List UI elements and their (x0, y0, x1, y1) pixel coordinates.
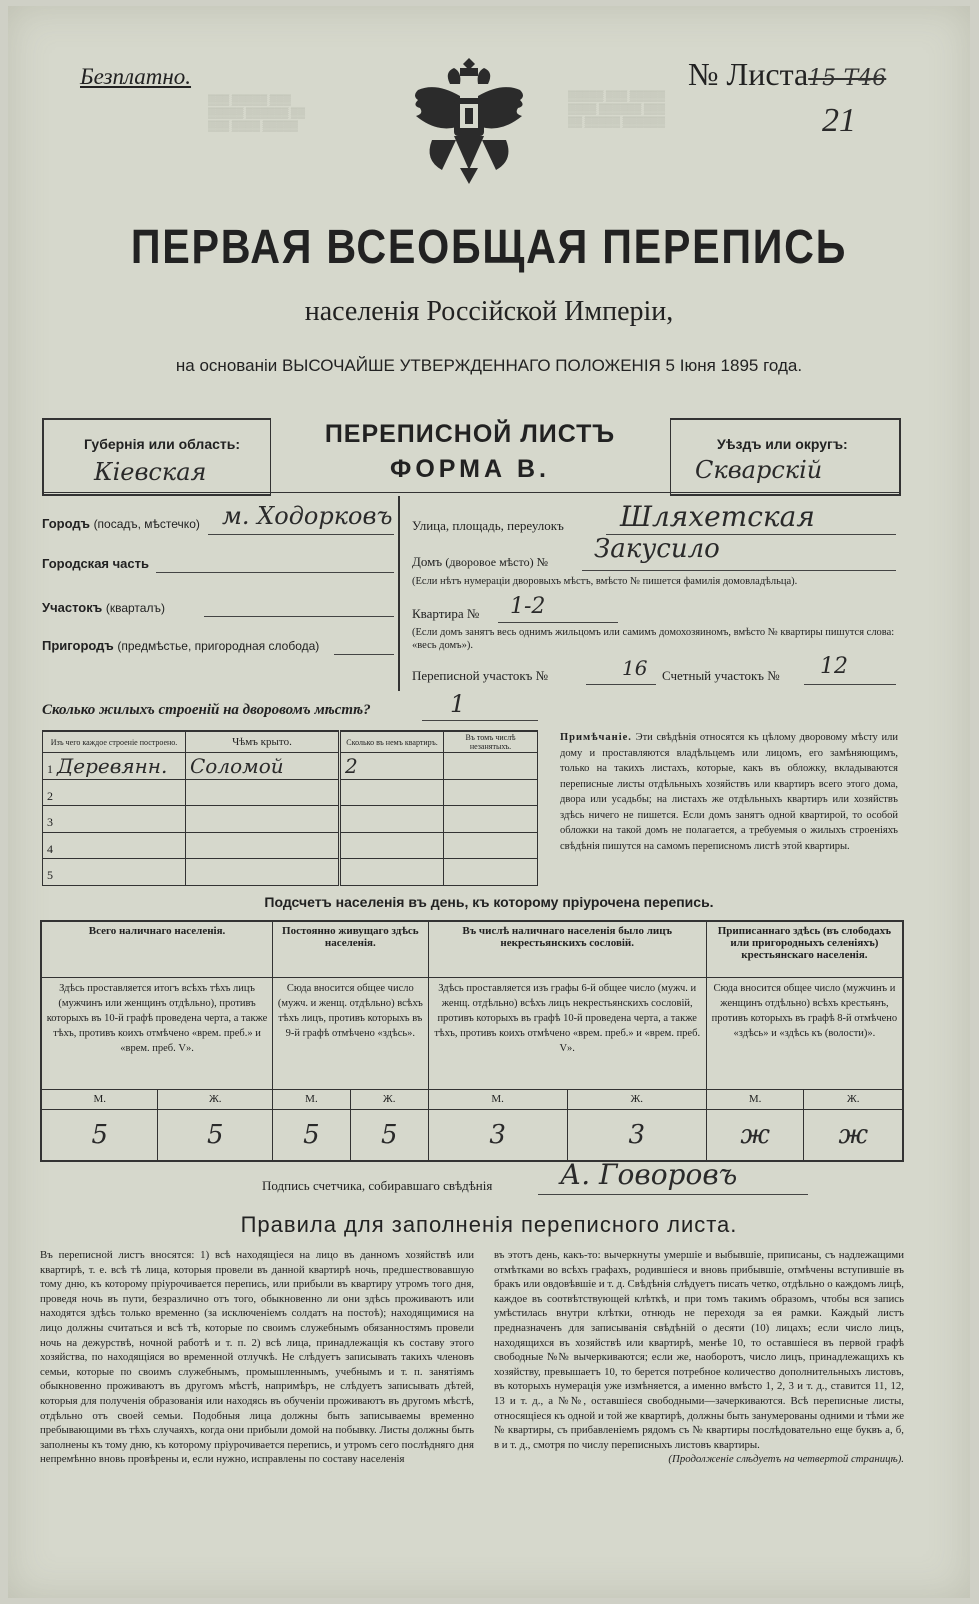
gubernia-label: Губернія или область: (84, 436, 241, 452)
city-label: Городъ (42, 516, 90, 531)
building-roof-cell (186, 859, 340, 886)
bleed-through-text: ▒▒▒▒▒ ▒▒▒ ▒▒▒▒▒ ▒▒▒▒ ▒▒▒▒▒▒ ▒▒▒ ▒▒ ▒▒▒▒▒ ▒▒▒▒▒▒ (568, 91, 666, 128)
building-row-number: 1 (47, 762, 53, 777)
sheet-number (688, 56, 886, 93)
col-roof-header: Чѣмъ крыто. (186, 731, 340, 753)
signature-label: Подпись счетчика, собиравшаго свѣдѣнія (262, 1178, 493, 1193)
note-text: Эти свѣдѣнія относятся къ цѣлому дворовому мѣсту или дому и проставляются владѣльцемъ или лицомъ, его замѣняющимъ, только на такихъ листахъ, которые, какъ въ обложку, вкладываются переписные листы отдѣльныхъ хозяйствъ или квартиръ всего этого дома, двора или усадьбы; на листахъ же отдѣльныхъ квартиръ или хозяйствъ здѣсь ничего не пишется. Если домъ занятъ одной квартирой, то особой обложки на такой домъ не полагается, а требуемыя о жилыхъ строеніяхъ свѣдѣнія пишутся на самомъ переписномъ листѣ этой квартиры. (560, 732, 898, 852)
gubernia-value: Кіевская (94, 458, 207, 486)
imperial-eagle-icon (410, 50, 528, 190)
city-value: м. Ходорковъ (222, 502, 393, 530)
building-material-cell (43, 832, 186, 859)
buildings-answer: 1 (450, 690, 466, 718)
street-value: Шляхетская (620, 500, 815, 533)
signature-line (538, 1194, 808, 1195)
col-apartments-header: Сколько въ немъ квартиръ. (340, 731, 444, 753)
apartment-value: 1-2 (510, 594, 546, 619)
city-note: (посадъ, мѣстечко) (93, 517, 200, 531)
building-empty-cell (444, 779, 538, 806)
census-district-line (586, 684, 656, 685)
building-apartments-cell (340, 779, 444, 806)
building-row (43, 832, 538, 859)
apartment-hint: (Если домъ занятъ весь однимъ жильцомъ или самимъ домохозяиномъ, вмѣсто № квартиры пишутся слова: «весь домъ»). (412, 627, 895, 651)
house-value: Закусило (594, 534, 720, 564)
population-col-description: Здѣсь проставляется итогъ всѣхъ тѣхъ лицъ (мужчинъ или женщинъ отдѣльно), противъ которыхъ въ 10-й графѣ проведена черта, а также тѣхъ, противъ коихъ отмѣчено «врем. преб.» и «врем. преб. V». (41, 977, 273, 1089)
building-apartments-cell (340, 806, 444, 833)
building-apartments-cell-value: 2 (345, 754, 358, 779)
sheet-number-label: № Листа (688, 56, 809, 92)
population-title: Подсчетъ населенія въ день, къ которому пріурочена перепись. (264, 894, 714, 910)
female-label: Ж. (567, 1089, 706, 1109)
house-hint: (Если нѣтъ нумераціи дворовыхъ мѣстъ, вмѣсто № пишется фамилія домовладѣльца). (412, 576, 798, 587)
population-col-description: Сюда вносится общее число (мужч. и женщ. отдѣльно) всѣхъ тѣхъ лицъ, противъ которыхъ въ 9-й графѣ отмѣчено «здѣсь». (273, 977, 429, 1089)
house-label: Домъ (412, 554, 443, 569)
female-count: ж (804, 1109, 903, 1161)
uchastok-row (42, 600, 165, 615)
building-roof-cell (186, 779, 340, 806)
building-material-cell-value: Деревянн. (57, 754, 168, 779)
uezd-value: Скварскій (695, 456, 823, 484)
female-label: Ж. (804, 1089, 903, 1109)
building-apartments-cell (340, 859, 444, 886)
building-row-number: 4 (47, 841, 53, 856)
population-table (40, 920, 904, 1162)
census-district-label: Переписной участокъ № (412, 668, 549, 683)
building-empty-cell (444, 753, 538, 780)
buildings-question: Сколько жилыхъ строеній на дворовомъ мѣстѣ? (42, 702, 371, 718)
form-letter: ФОРМА В. (390, 455, 550, 483)
city-part-line (156, 572, 394, 573)
main-title: ПЕРВАЯ ВСЕОБЩАЯ ПЕРЕПИСЬ (130, 221, 848, 274)
rules-right-column (494, 1248, 904, 1467)
male-label: М. (41, 1089, 158, 1109)
buildings-table (42, 730, 538, 886)
building-roof-cell (186, 753, 340, 780)
col-empty-header: Въ томъ числѣ незанятыхъ. (444, 731, 538, 753)
population-col-header: Приписаннаго здѣсь (въ слободахъ или пригородныхъ селеніяхъ) крестьянскаго населенія. (706, 921, 903, 977)
census-district-value: 16 (622, 656, 648, 680)
address-top-rule (42, 492, 900, 493)
house-row (412, 554, 548, 570)
buildings-note (560, 730, 898, 854)
note-head: Примѣчаніе. (560, 732, 632, 743)
population-col-header: Постоянно живущаго здѣсь населенія. (273, 921, 429, 977)
population-col-header: Въ числѣ наличнаго населенія было лицъ некрестьянскихъ сословій. (428, 921, 706, 977)
uchastok-label: Участокъ (42, 600, 103, 615)
building-roof-cell (186, 832, 340, 859)
female-count: 5 (158, 1109, 273, 1161)
building-row-number: 2 (47, 788, 53, 803)
rules-right-text: въ этотъ день, какъ-то: вычеркнуты умершіе и выбывшіе, приписаны, съ надлежащими отмѣтками во всѣхъ графахъ, родившіеся и вновь прибывшіе, отмѣчены вступившіе въ бракъ или овдовѣвшіе и т. д. Свѣдѣнія слѣдуетъ писать четко, отдѣльно о каждомъ лицѣ, каждое въ соотвѣтствующей клѣткѣ, и при томъ такимъ образомъ, чтобы вся запись умѣстилась внутри клѣтки, отнюдь не переходя за ея рамки. Каждый листъ предназначенъ для записыванія свѣдѣній о десяти (10) лицахъ; если число лицъ, находящихся въ хозяйствѣ или квартирѣ, менѣе 10, то оставшіеся въ первой графѣ свободные №№ вычеркиваются; если же, наоборотъ, число лицъ, принадлежащихъ къ хозяйству, превышаетъ 10, то берется потребное количество дополнительныхъ листовъ, въ которыхъ нумерація уже измѣняется, а именно вмѣсто 1, 2, 3 и т. д., ставится 11, 12, 13 и т. д., а №№, оставшіеся свободными—зачеркиваются. Всѣ переписные листы, относящіеся къ одной и той же квартирѣ, должны быть занумерованы одними и тѣми же № квартиры, съ прибавленіемъ рядомъ съ № квартиры послѣдовательно еще буквъ а, б, в и т. д., смотря по числу переписныхъ листовъ квартиры. (494, 1249, 904, 1451)
sheet-number-struck: 15-Т46 (808, 66, 887, 91)
prigorod-note: (предмѣстье, пригородная слобода) (117, 639, 320, 653)
prigorod-line (334, 654, 394, 655)
count-district-line (804, 684, 896, 685)
building-row (43, 753, 538, 780)
census-sheet (8, 6, 970, 1598)
male-label: М. (428, 1089, 567, 1109)
male-label: М. (706, 1089, 804, 1109)
female-label: Ж. (350, 1089, 428, 1109)
building-row-number: 5 (47, 868, 53, 883)
bleed-through-text: ▒▒▒ ▒▒▒▒▒ ▒▒▒ ▒▒▒▒▒ ▒▒▒▒▒▒ ▒▒ ▒▒▒ ▒▒▒▒ ▒▒▒▒▒ (208, 95, 306, 132)
subtitle: населенія Россійской Имперіи, (304, 296, 674, 327)
uezd-label: Уѣздъ или округъ: (717, 436, 848, 452)
decree-line: на основаніи ВЫСОЧАЙШЕ УТВЕРЖДЕННАГО ПОЛОЖЕНІЯ 5 Іюня 1895 года. (175, 356, 803, 375)
col-material-header: Изъ чего каждое строеніе построено. (43, 731, 186, 753)
city-part-label: Городская часть (42, 556, 149, 571)
male-count: 5 (273, 1109, 351, 1161)
building-row (43, 779, 538, 806)
form-title: ПЕРЕПИСНОЙ ЛИСТЪ (324, 420, 616, 448)
house-note: (дворовое мѣсто) № (445, 555, 549, 569)
population-col-description: Здѣсь проставляется изъ графы 6-й общее число (мужч. и женщ. отдѣльно) всѣхъ лицъ некрестьянскихъ сословій, противъ которыхъ въ графѣ 10-й проведена черта, а также тѣхъ, противъ коихъ отмѣчено «врем. преб.» и «врем. преб. V». (428, 977, 706, 1089)
building-material-cell (43, 779, 186, 806)
male-count: ж (706, 1109, 804, 1161)
apartment-line (498, 622, 618, 623)
uchastok-note: (кварталъ) (105, 601, 165, 615)
building-row-number: 3 (47, 815, 53, 830)
rules-title: Правила для заполненія переписного листа. (240, 1212, 738, 1237)
building-material-cell (43, 806, 186, 833)
count-district-value: 12 (820, 654, 848, 679)
apartment-label: Квартира № (412, 606, 480, 621)
form-title-box (270, 416, 670, 492)
female-count: 3 (567, 1109, 706, 1161)
free-label: Безплатно. (80, 64, 192, 89)
gubernia-box (42, 418, 271, 496)
count-district-label: Счетный участокъ № (662, 668, 780, 683)
building-roof-cell-value: Соломой (190, 754, 284, 779)
prigorod-row (42, 638, 319, 653)
male-count: 5 (41, 1109, 158, 1161)
male-count: 3 (428, 1109, 567, 1161)
uezd-box (670, 418, 901, 496)
uchastok-line (204, 616, 394, 617)
signature-value: А. Говоровъ (560, 1158, 738, 1191)
male-label: М. (273, 1089, 351, 1109)
building-empty-cell (444, 806, 538, 833)
building-material-cell (43, 859, 186, 886)
prigorod-label: Пригородъ (42, 638, 114, 653)
building-material-cell (43, 753, 186, 780)
population-col-description: Сюда вносится общее число (мужчинъ и женщинъ отдѣльно) всѣхъ крестьянъ, противъ которыхъ въ графѣ 8-й отмѣчено «здѣсь» и «здѣсь къ (волости)». (706, 977, 903, 1089)
building-roof-cell (186, 806, 340, 833)
building-empty-cell (444, 859, 538, 886)
building-apartments-cell (340, 753, 444, 780)
building-empty-cell (444, 832, 538, 859)
city-row (42, 516, 200, 531)
address-divider (398, 496, 400, 691)
building-row (43, 859, 538, 886)
population-col-header: Всего наличнаго населенія. (41, 921, 273, 977)
female-label: Ж. (158, 1089, 273, 1109)
rules-continued: (Продолженіе слѣдуетъ на четвертой страницѣ). (668, 1453, 904, 1466)
rules-left-column: Въ переписной листъ вносятся: 1) всѣ находящіеся на лицо въ данномъ хозяйствѣ или квартирѣ, т. е. всѣ тѣ лица, которыя провели въ данной квартирѣ ночь, предшествовавшую тому дню, къ которому пріурочивается перепись, или прибыли въ квартиру утромъ того дня, проведя ночь въ пути, безразлично отъ того, обыкновенно ли они здѣсь проживаютъ или находятся здѣсь только временно (за исключеніемъ солдатъ на постоѣ); находящимися на лицо должны считаться и всѣ тѣ, которые по своимъ служебнымъ обязанностямъ провели ночь на дежурствѣ, ночной работѣ и т. п. 2) всѣ лица, принадлежащія къ составу этого хозяйства, по находящіяся во временной отлучкѣ. Не слѣдуетъ записывать такихъ членовъ семьи, которые по своимъ служебнымъ, промышленнымъ, учебнымъ и т. п. занятіямъ обыкновенно проживаютъ въ другомъ мѣстѣ, напримѣръ, не слѣдуетъ записывать дѣтей, которыя для полученія образованія или находясь въ обученіи проживаютъ въ другомъ мѣстѣ, отдѣльно отъ своей семьи. Подобныя лица должны быть записываемы временно пребывающими въ тѣхъ случаяхъ, когда они прибыли домой на побывку. Листы должны быть заполнены къ тому дню, къ которому пріурочивается перепись, и утромъ сего послѣдняго дня непремѣнно вновь провѣрены и, если нужно, исправлены по составу населенія (40, 1249, 474, 1466)
building-apartments-cell (340, 832, 444, 859)
sheet-number-handwritten: 21 (822, 102, 856, 139)
building-row (43, 806, 538, 833)
female-count: 5 (350, 1109, 428, 1161)
city-line (208, 534, 394, 535)
street-label: Улица, площадь, переулокъ (412, 518, 564, 533)
buildings-answer-line (422, 720, 538, 721)
house-line (582, 570, 896, 571)
